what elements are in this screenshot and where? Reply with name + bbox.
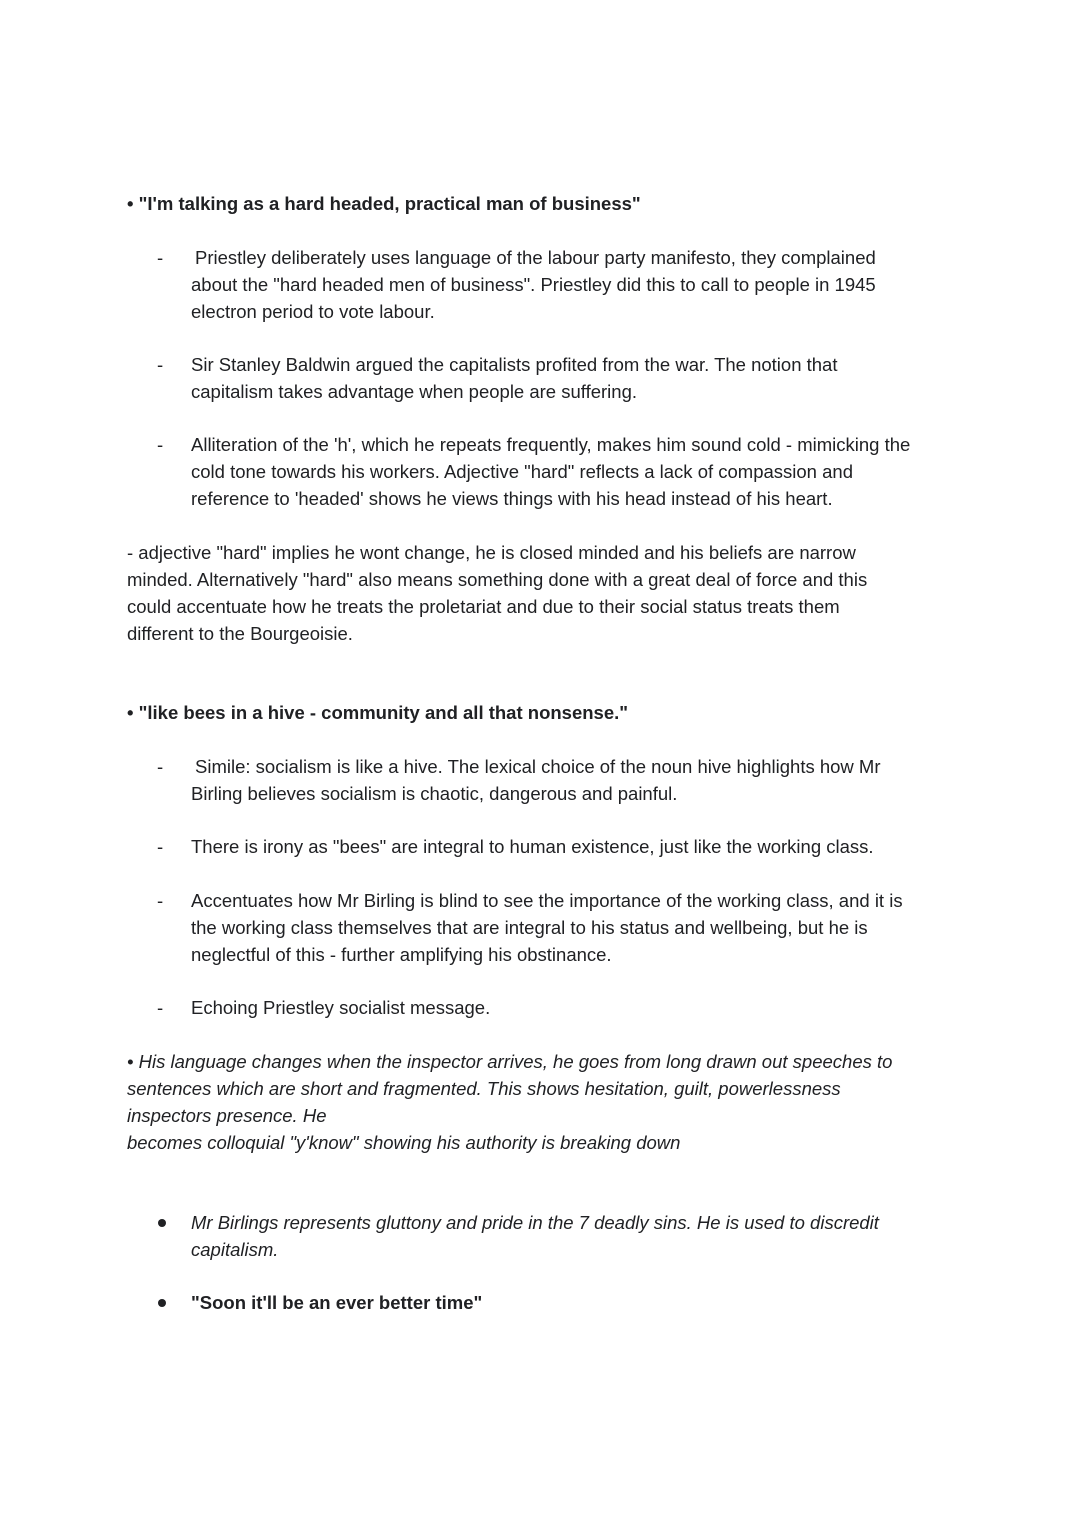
- italic-paragraph-line: becomes colloquial "y'know" showing his authority is breaking down: [127, 1132, 681, 1153]
- point-line: neglectful of this - further amplifying his obstinance.: [191, 944, 612, 965]
- point-line: Echoing Priestley socialist message.: [191, 997, 491, 1018]
- italic-paragraph-line: sentences which are short and fragmented. This shows hesitation, guilt, powerlessness: [127, 1078, 841, 1099]
- point-line: reference to 'headed' shows he views things with his head instead of his heart.: [191, 488, 833, 509]
- point-line: electron period to vote labour.: [191, 301, 435, 322]
- section1-quote: "I'm talking as a hard headed, practical man of business": [138, 193, 641, 214]
- paragraph-line: different to the Bourgeoisie.: [127, 623, 353, 644]
- section1-heading: [127, 190, 641, 217]
- bullet-dot: [158, 1219, 166, 1227]
- bullet-line: Mr Birlings represents gluttony and pride in the 7 deadly sins. He is used to discredit: [191, 1212, 879, 1233]
- bullet-quote: "Soon it'll be an ever better time": [191, 1292, 483, 1313]
- point-line: Alliteration of the 'h', which he repeats frequently, makes him sound cold - mimicking the: [191, 434, 911, 455]
- point-line: the working class themselves that are integral to his status and wellbeing, but he is: [191, 917, 868, 938]
- section2-quote: "like bees in a hive - community and all that nonsense.": [138, 702, 629, 723]
- dash-marker: -: [157, 247, 164, 268]
- dash-marker: -: [157, 756, 164, 777]
- point-line: Simile: socialism is like a hive. The lexical choice of the noun hive highlights how Mr: [195, 756, 881, 777]
- bullet-dot: [158, 1299, 166, 1307]
- point-line: Accentuates how Mr Birling is blind to see the importance of the working class, and it is: [191, 890, 903, 911]
- dash-marker: -: [157, 890, 164, 911]
- italic-paragraph-line: • His language changes when the inspector arrives, he goes from long drawn out speeches to: [127, 1051, 893, 1072]
- dash-marker: -: [157, 354, 164, 375]
- italic-paragraph-line: inspectors presence. He: [127, 1105, 327, 1126]
- paragraph-line: minded. Alternatively "hard" also means something done with a great deal of force and this: [127, 569, 868, 590]
- dash-marker: -: [157, 836, 164, 857]
- point-line: Priestley deliberately uses language of the labour party manifesto, they complained: [195, 247, 876, 268]
- point-line: Birling believes socialism is chaotic, dangerous and painful.: [191, 783, 678, 804]
- paragraph-line: - adjective "hard" implies he wont change, he is closed minded and his beliefs are narrow: [127, 542, 856, 563]
- dash-marker: -: [157, 434, 164, 455]
- bullet-glyph: •: [127, 193, 134, 214]
- point-line: about the "hard headed men of business". Priestley did this to call to people in 1945: [191, 274, 876, 295]
- point-line: Sir Stanley Baldwin argued the capitalists profited from the war. The notion that: [191, 354, 838, 375]
- point-line: There is irony as "bees" are integral to human existence, just like the working class.: [191, 836, 874, 857]
- section2-heading: [127, 699, 628, 726]
- bullet-glyph: •: [127, 702, 134, 723]
- point-line: cold tone towards his workers. Adjective "hard" reflects a lack of compassion and: [191, 461, 853, 482]
- dash-marker: -: [157, 997, 164, 1018]
- bullet-line: capitalism.: [191, 1239, 279, 1260]
- point-line: capitalism takes advantage when people are suffering.: [191, 381, 637, 402]
- paragraph-line: could accentuate how he treats the proletariat and due to their social status treats them: [127, 596, 840, 617]
